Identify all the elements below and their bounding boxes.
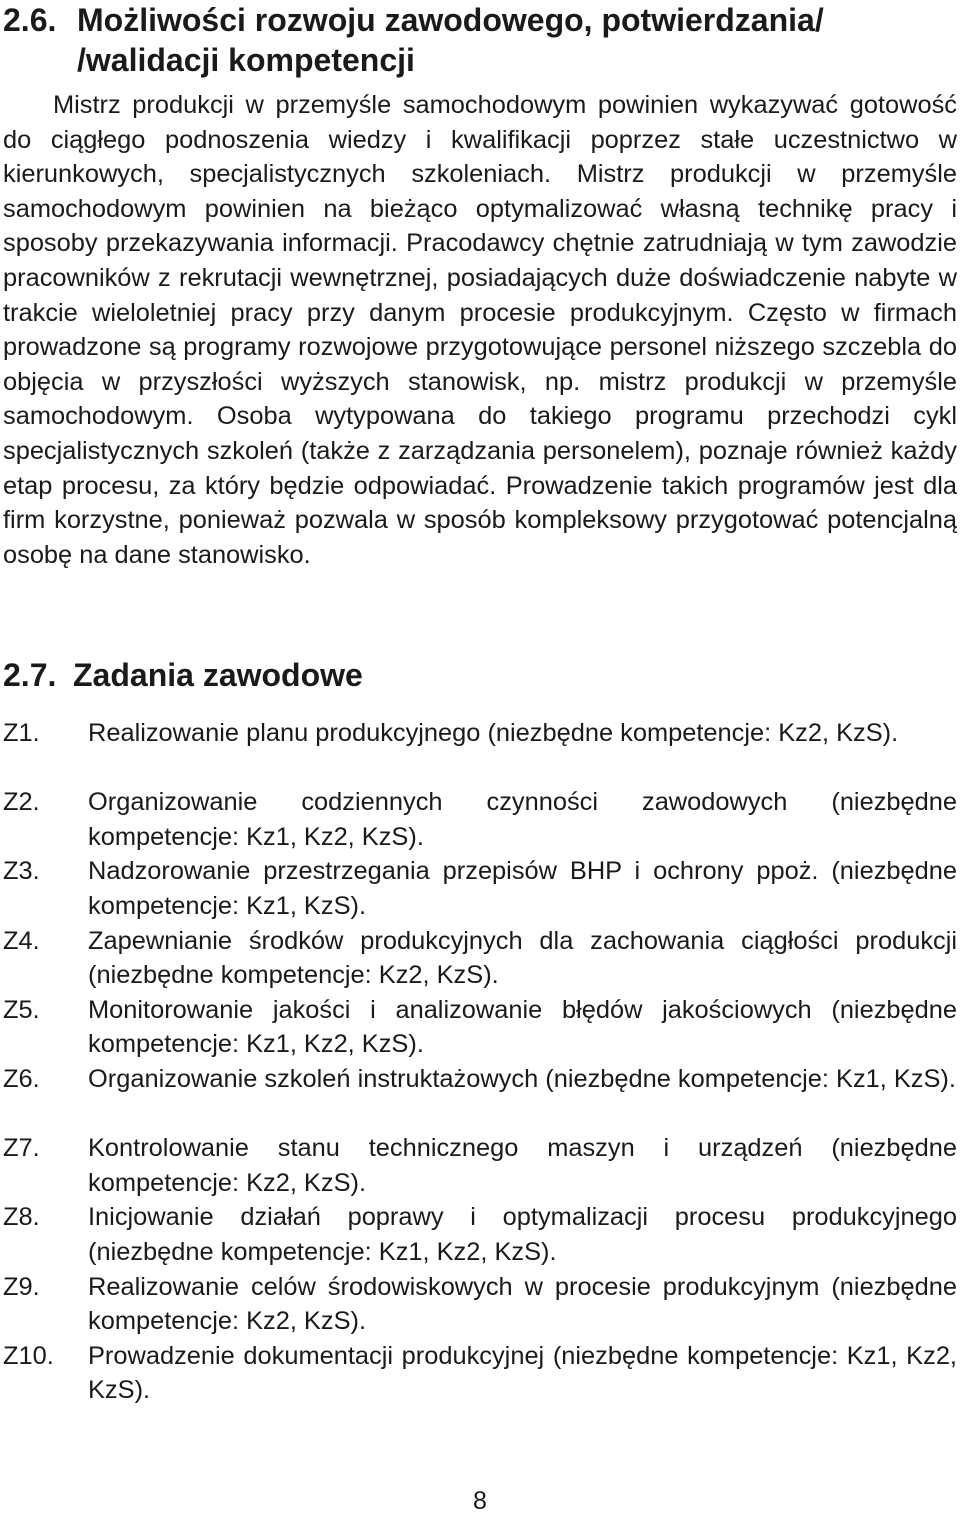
task-text: Realizowanie celów środowiskowych w procesie produkcyjnym (niezbędne kompetencje: Kz2, KzS). <box>88 1272 957 1336</box>
task-code: Z6. <box>3 1064 40 1093</box>
task-text: Zapewnianie środków produkcyjnych dla zachowania ciągłości produkcji (niezbędne kompetencje: Kz2, KzS). <box>88 926 957 990</box>
task-list <box>3 716 957 1408</box>
task-item-z8 <box>3 1200 957 1269</box>
task-text: Realizowanie planu produkcyjnego (niezbędne kompetencje: Kz2, KzS). <box>88 719 899 747</box>
task-code: Z3. <box>3 857 40 886</box>
task-code: Z10. <box>3 1341 54 1370</box>
task-text: Organizowanie codziennych czynności zawodowych (niezbędne kompetencje: Kz1, Kz2, KzS). <box>88 788 957 851</box>
task-code: Z1. <box>3 719 40 747</box>
task-item-z7 <box>3 1131 957 1200</box>
section-2-7-heading <box>3 655 363 695</box>
task-item-z9 <box>3 1270 957 1339</box>
section-2-6-title-line1: Możliwości rozwoju zawodowego, potwierdzania/ <box>77 2 824 38</box>
task-text: Inicjowanie działań poprawy i optymalizacji procesu produkcyjnego (niezbędne kompetencje: Kz1, Kz2, KzS). <box>88 1203 957 1266</box>
task-code: Z2. <box>3 788 40 817</box>
task-text: Nadzorowanie przestrzegania przepisów BHP i ochrony ppoż. (niezbędne kompetencje: Kz1, KzS). <box>88 857 957 920</box>
task-item-z4 <box>3 924 957 993</box>
task-code: Z9. <box>3 1272 40 1301</box>
task-item-z1 <box>3 716 957 785</box>
task-item-z2 <box>3 785 957 854</box>
task-item-z5 <box>3 993 957 1062</box>
section-2-6-paragraph: Mistrz produkcji w przemyśle samochodowym powinien wykazywać gotowość do ciągłego podnoszenia wiedzy i kwalifikacji poprzez stałe uczestnictwo w kierunkowych, specjalistycznych szkoleniach. Mistrz produkcji w przemyśle samochodowym powinien na bieżąco optymalizować własną technikę pracy i sposoby przekazywania informacji. Pracodawcy chętnie zatrudniają w tym zawodzie pracowników z rekrutacji wewnętrznej, posiadających duże doświadczenie nabyte w trakcie wieloletniej pracy przy danym procesie produkcyjnym. Często w firmach prowadzone są programy rozwojowe przygotowujące personel niższego szczebla do objęcia w przyszłości wyższych stanowisk, np. mistrz produkcji w przemyśle samochodowym. Osoba wytypowana do takiego programu przechodzi cykl specjalistycznych szkoleń (także z zarządzania personelem), poznaje również każdy etap procesu, za który będzie odpowiadać. Prowadzenie takich programów jest dla firm korzystne, ponieważ pozwala w sposób kompleksowy przygotować potencjalną osobę na dane stanowisko. <box>3 91 957 569</box>
task-text: Kontrolowanie stanu technicznego maszyn i urządzeń (niezbędne kompetencje: Kz2, KzS). <box>88 1134 957 1197</box>
section-2-7-title: Zadania zawodowe <box>73 657 363 693</box>
task-text: Organizowanie szkoleń instruktażowych (niezbędne kompetencje: Kz1, KzS). <box>88 1064 956 1093</box>
section-2-6-title-line2: /walidacji kompetencji <box>77 42 415 78</box>
section-2-7-number: 2.7. <box>3 657 57 693</box>
task-text: Monitorowanie jakości i analizowanie błędów jakościowych (niezbędne kompetencje: Kz1, Kz2, KzS). <box>88 995 957 1059</box>
task-item-z10 <box>3 1339 957 1408</box>
section-2-6-heading <box>3 0 824 80</box>
task-code: Z7. <box>3 1134 40 1163</box>
task-item-z6 <box>3 1062 957 1131</box>
page-number: 8 <box>473 1487 487 1515</box>
task-item-z3 <box>3 854 957 923</box>
task-code: Z8. <box>3 1203 40 1232</box>
task-text: Prowadzenie dokumentacji produkcyjnej (niezbędne kompetencje: Kz1, Kz2, KzS). <box>88 1341 957 1405</box>
task-code: Z4. <box>3 926 40 955</box>
section-2-6-number: 2.6. <box>3 2 57 38</box>
task-code: Z5. <box>3 995 40 1024</box>
